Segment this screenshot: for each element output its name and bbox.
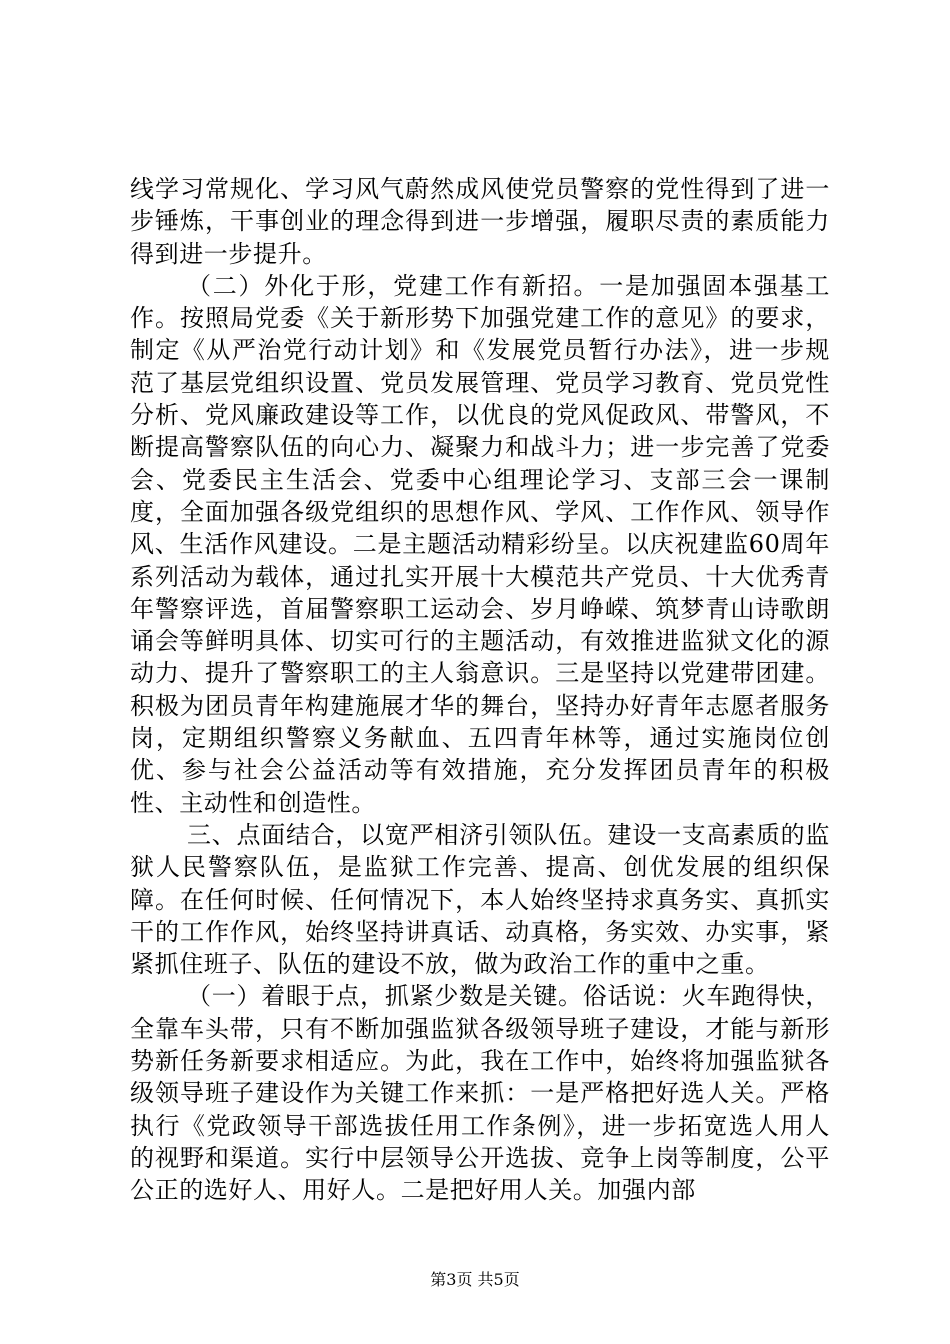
document-body [130,173,830,1207]
paragraph-continuation: 线学习常规化、学习风气蔚然成风使党员警察的党性得到了进一步锤炼，干事创业的理念得到进一步增强，履职尽责的素质能力得到进一步提升。 [130,175,830,268]
paragraph-section-2-2: （二）外化于形，党建工作有新招。一是加强固本强基工作。按照局党委《关于新形势下加强党建工作的意见》的要求，制定《从严治党行动计划》和《发展党员暂行办法》，进一步规范了基层党组织设置、党员发展管理、党员学习教育、党员党性分析、党风廉政建设等工作，以优良的党风促政风、带警风，不断提高警察队伍的向心力、凝聚力和战斗力；进一步完善了党委会、党委民主生活会、党委中心组理论学习、支部三会一课制度，全面加强各级党组织的思想作风、学风、工作作风、领导作风、生活作风建设。二是主题活动精彩纷呈。以庆祝建监60周年系列活动为载体，通过扎实开展十大模范共产党员、十大优秀青年警察评选，首届警察职工运动会、岁月峥嵘、筑梦青山诗歌朗诵会等鲜明具体、切实可行的主题活动，有效推进监狱文化的源动力、提升了警察职工的主人翁意识。三是坚持以党建带团建。积极为团员青年构建施展才华的舞台，坚持办好青年志愿者服务岗，定期组织警察义务献血、五四青年林等，通过实施岗位创优、参与社会公益活动等有效措施，充分发挥团员青年的积极性、主动性和创造性。 [130,271,830,817]
page-number: 第3页 共5页 [430,1270,520,1289]
paragraph-section-3: 三、点面结合，以宽严相济引领队伍。建设一支高素质的监狱人民警察队伍，是监狱工作完善、提高、创优发展的组织保障。在任何时候、任何情况下，本人始终坚持求真务实、真抓实干的工作作风，始终坚持讲真话、动真格，务实效、办实事，紧紧抓住班子、队伍的建设不放，做为政治工作的重中之重。 [130,820,830,979]
page-footer [0,1270,950,1290]
paragraph-section-3-1: （一）着眼于点，抓紧少数是关键。俗话说：火车跑得快，全靠车头带，只有不断加强监狱各级领导班子建设，才能与新形势新任务新要求相适应。为此，我在工作中，始终将加强监狱各级领导班子建设作为关键工作来抓：一是严格把好选人关。严格执行《党政领导干部选拔任用工作条例》，进一步拓宽选人用人的视野和渠道。实行中层领导公开选拔、竞争上岗等制度，公平公正的选好人、用好人。二是把好用人关。加强内部 [130,982,830,1205]
